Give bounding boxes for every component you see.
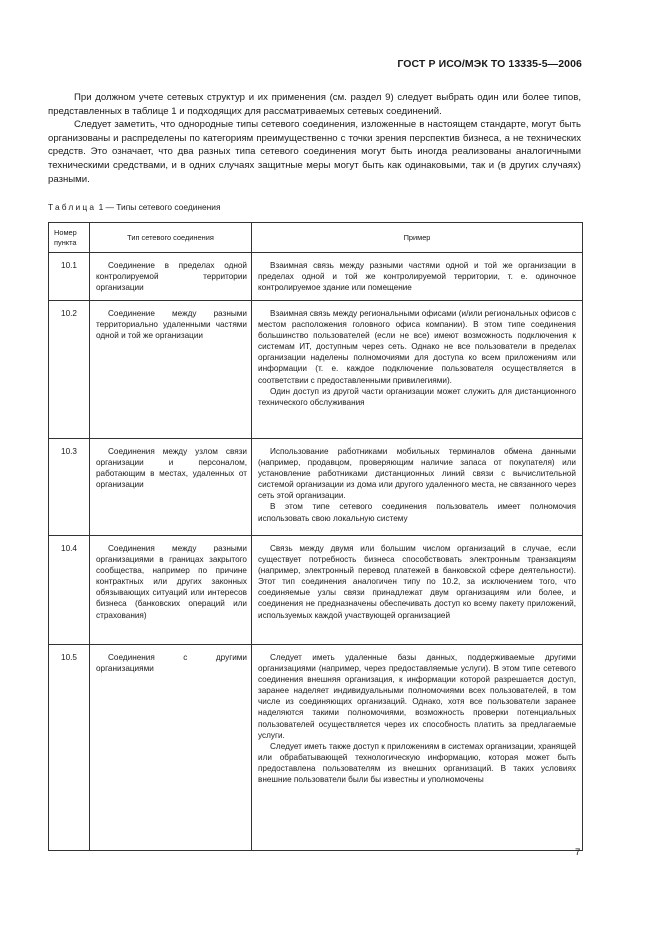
row-type-text: Соединения между узлом связи организации и персоналом, работающим в местах, удаленных от организации <box>96 447 247 490</box>
row-type-text: Соединение в пределах одной контролируемой территории организации <box>96 261 247 293</box>
row-type <box>90 253 252 301</box>
row-example <box>252 439 583 536</box>
row-example <box>252 301 583 439</box>
row-example <box>252 253 583 301</box>
document-header: ГОСТ Р ИСО/МЭК ТО 13335-5—2006 <box>397 58 582 70</box>
table-row <box>49 253 583 301</box>
table-header-row <box>49 223 583 253</box>
table-caption-title: 1 — Типы сетевого соединения <box>98 202 221 212</box>
row-type <box>90 439 252 536</box>
row-type <box>90 536 252 645</box>
header-example: Пример <box>252 223 583 253</box>
row-type-text: Соединение между разными территориально удаленными частями одной и той же организации <box>96 309 247 341</box>
intro-paragraph-1: При должном учете сетевых структур и их применения (см. раздел 9) следует выбрать один или более типов, представленных в таблице 1 и подходящих для рассматриваемых сетевых соединений. <box>48 92 581 117</box>
header-number: Номер пункта <box>49 223 90 253</box>
row-example-paragraph: Взаимная связь между разными частями одной и той же организации в пределах одной и той же контролируемой территории, т. е. одиночное контролируемое здание или помещение <box>258 261 576 293</box>
row-number: 10.3 <box>49 439 90 536</box>
row-example <box>252 536 583 645</box>
intro-paragraph-2: Следует заметить, что однородные типы сетевого соединения, изложенные в настоящем стандарте, могут быть организованы и распределены по категориям преимущественно с точки зрения перспектив бизнеса, а не технических средств. Это означает, что два разных типа сетевого соединения могут быть иногда реализованы аналогичными техническими средствами, и в одних случаях защитные меры могут быть как одинаковыми, так и (в других случаях) разными. <box>48 119 581 185</box>
row-example-paragraph: В этом типе сетевого соединения пользователь имеет полномочия использовать свою локальную систему <box>258 502 576 523</box>
header-type: Тип сетевого соединения <box>90 223 252 253</box>
row-number: 10.4 <box>49 536 90 645</box>
row-example-paragraph: Следует иметь также доступ к приложениям в системах организации, хранящей или обрабатывающей технологическую информацию, которая может быть предоставлена пользователям из внешних организаций. В таких условиях внешние пользователи были бы известны и уполномочены <box>258 741 576 785</box>
row-type-text: Соединения между разными организациями в границах закрытого сообщества, например по причине контрактных или других законных обязывающих ситуаций или интересов бизнеса (банковских операций или страхования) <box>96 544 247 620</box>
table-row <box>49 301 583 439</box>
table-caption <box>48 202 221 212</box>
table-row <box>49 536 583 645</box>
row-type <box>90 645 252 851</box>
row-example-paragraph: Один доступ из другой части организации может служить для дистанционного технического обслуживания <box>258 386 576 407</box>
row-number: 10.1 <box>49 253 90 301</box>
row-example-paragraph: Следует иметь удаленные базы данных, поддерживаемые другими организациями (например, через предоставляемые услуги). В этом типе сетевого соединения внешняя организация, к информации которой разрешается доступ, заранее наделяет индивидуальными полномочиями всех пользователей, в том числе из соединяющих организаций. Однако, хотя все пользователи заранее наделяются такими полномочиями, возможность проверки потенциальных пользователей осуществляется через их способность платить за предлагаемые услуги. <box>258 653 576 740</box>
table-row <box>49 439 583 536</box>
page-number: 7 <box>575 847 581 858</box>
row-example-paragraph: Взаимная связь между региональными офисами (и/или региональных офисов с местом расположения головного офиса компании). В этом типе соединения большинство пользователей (если не все) имеют возможность подключения к системам ИТ, доступным через сеть. Однако не все пользователи в пределах организации наделены полномочиями для доступа ко всем приложениям или информации (т. е. каждое подключение пользователя осуществляется в соответствии с предоставленными привилегиями). <box>258 309 576 385</box>
row-example-paragraph: Связь между двумя или большим числом организаций в случае, если существует потребность бизнеса способствовать электронным транзакциям (например, электронный перевод платежей в банковской сфере деятельности). Этот тип соединения аналогичен типу по 10.2, за исключением того, что соединяемые узлы связи принадлежат двум организациям или более, и соединения не предназначены обеспечивать доступ ко всему пакету приложений, используемых каждой участвующей организацией <box>258 544 576 620</box>
row-number: 10.5 <box>49 645 90 851</box>
row-type <box>90 301 252 439</box>
row-type-text: Соединения с другими организациями <box>96 653 247 674</box>
intro-text <box>48 91 581 186</box>
row-number: 10.2 <box>49 301 90 439</box>
table-row <box>49 645 583 851</box>
row-example-paragraph: Использование работниками мобильных терминалов обмена данными (например, продавцом, проверяющим наличие запаса от покупателя) или установление работниками дистанционных линий связи с вычислительной системой организации из дома или другого удаленного места, не связанного через сеть этой организации. <box>258 447 576 501</box>
table-caption-word: Таблица <box>48 202 97 212</box>
connection-types-table <box>48 222 583 851</box>
row-example <box>252 645 583 851</box>
